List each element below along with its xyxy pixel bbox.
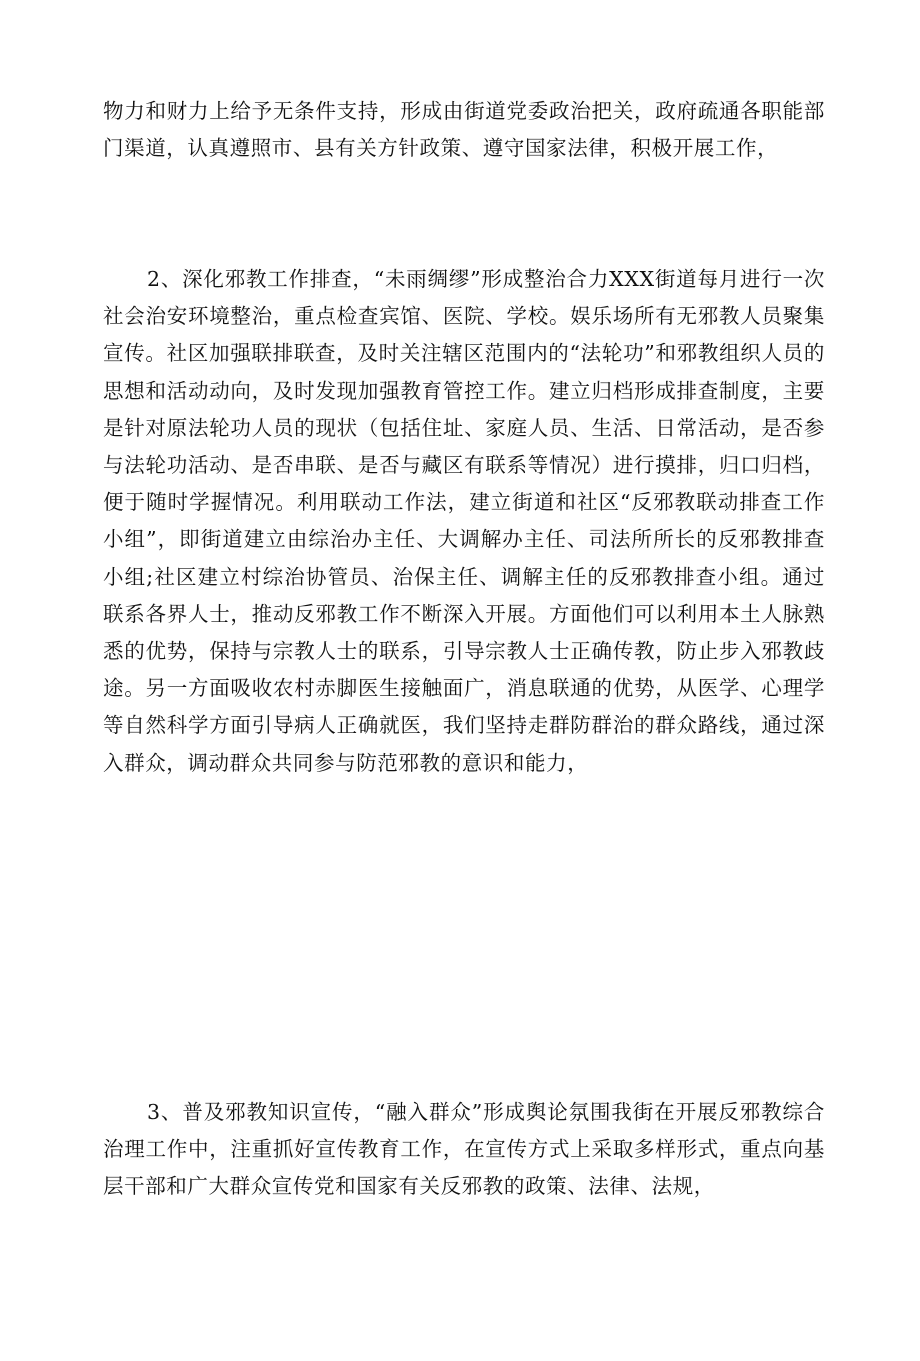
paragraph-item-2: 2、深化邪教工作排查，“未雨绸缪”形成整治合力XXX街道每月进行一次社会治安环境整治，重点检查宾馆、医院、学校。娱乐场所有无邪教人员聚集宣传。社区加强联排联查，及时关注辖区范围内的“法轮功”和邪教组织人员的思想和活动动向，及时发现加强教育管控工作。建立归档形成排查制度，主要是针对原法轮功人员的现状（包括住址、家庭人员、生活、日常活动，是否参与法轮功活动、是否串联、是否与藏区有联系等情况）进行摸排，归口归档，便于随时学握情况。利用联动工作法，建立街道和社区“反邪教联动排查工作小组”，即街道建立由综治办主任、大调解办主任、司法所所长的反邪教排查小组;社区建立村综治协管员、治保主任、调解主任的反邪教排查小组。通过联系各界人士，推动反邪教工作不断深入开展。方面他们可以利用本土人脉熟悉的优势，保持与宗教人士的联系，引导宗教人士正确传教，防止步入邪教歧途。另一方面吸收农村赤脚医生接触面广，消息联通的优势，从医学、心理学等自然科学方面引导病人正确就医，我们坚持走群防群治的群众路线，通过深入群众，调动群众共同参与防范邪教的意识和能力， (103, 267, 825, 775)
paragraph-continuation: 物力和财力上给予无条件支持，形成由街道党委政治把关，政府疏通各职能部门渠道，认真遵照市、县有关方针政策、遵守国家法律，积极开展工作， (103, 99, 825, 161)
paragraph-item-3: 3、普及邪教知识宣传，“融入群众”形成舆论氛围我街在开展反邪教综合治理工作中，注重抓好宣传教育工作，在宣传方式上采取多样形式，重点向基层干部和广大群众宣传党和国家有关反邪教的政策、法律、法规， (103, 1100, 825, 1199)
